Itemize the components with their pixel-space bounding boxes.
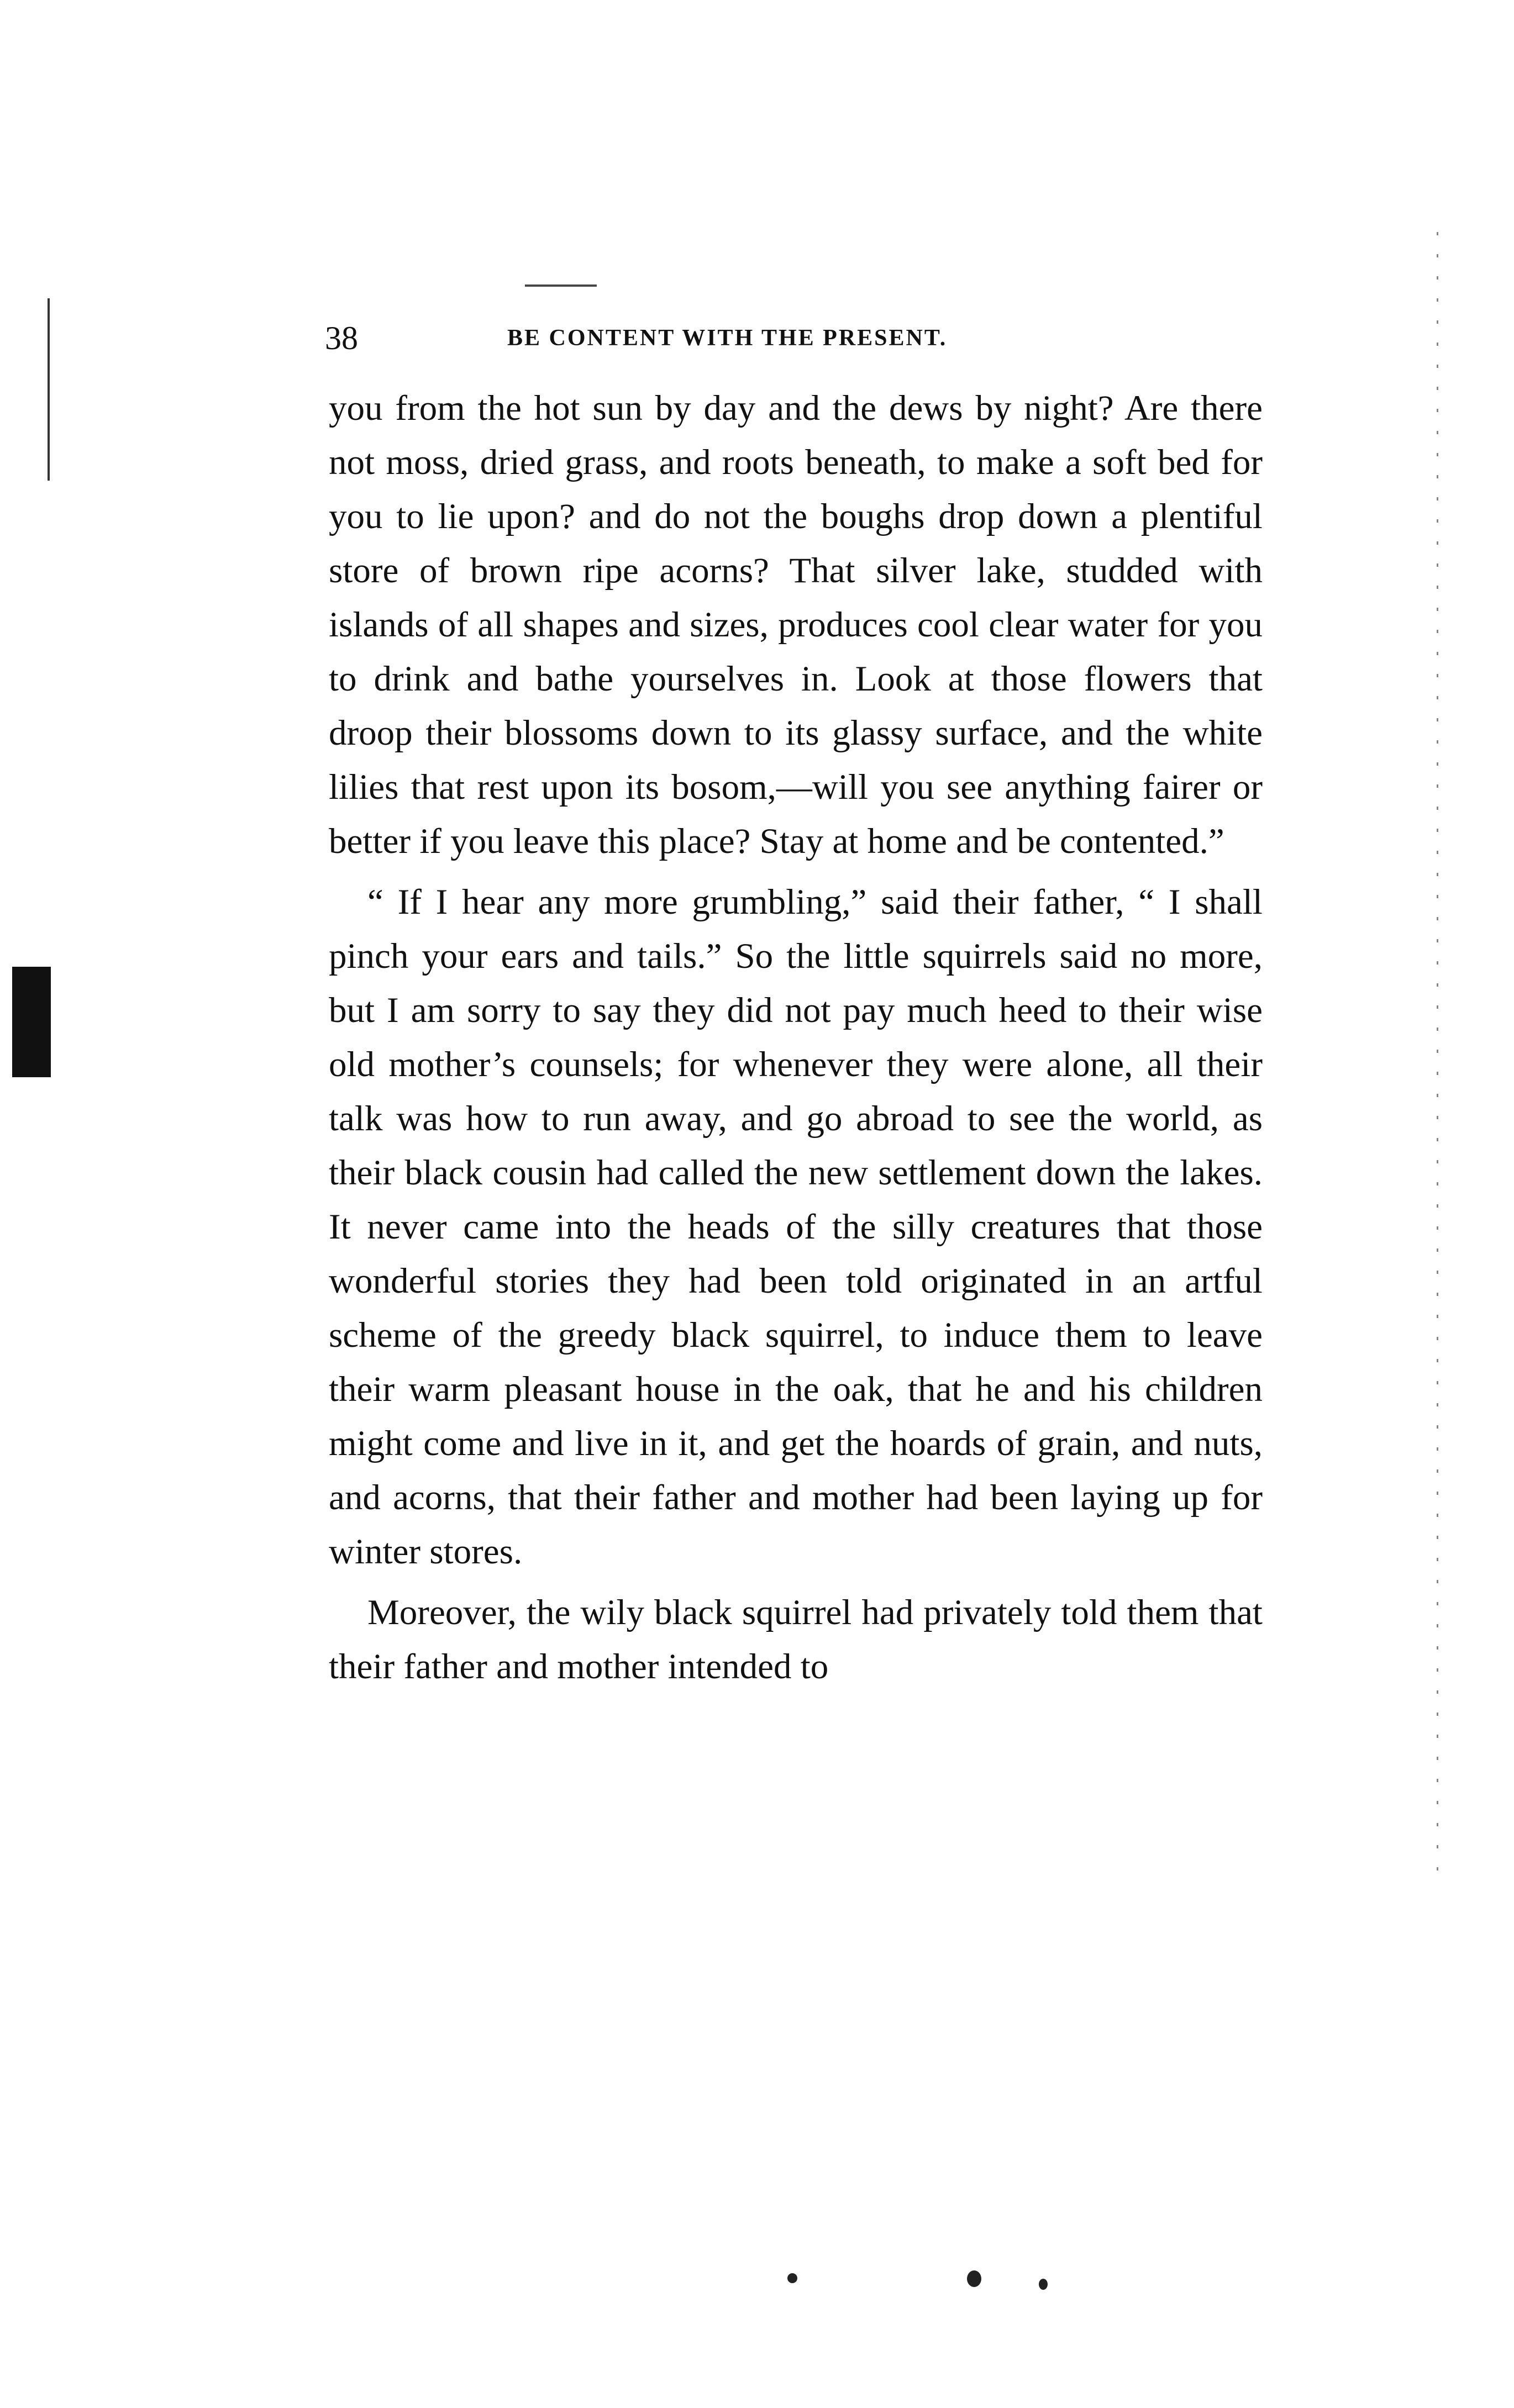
ink-spot xyxy=(967,2270,981,2287)
scan-edge-mark xyxy=(12,967,51,1077)
paragraph: you from the hot sun by day and the dews by night? Are there not moss, dried grass, and roots beneath, to make a soft bed for you to lie upon? and do not the boughs drop down a plentiful store of brown ripe acorns? That silver lake, studded with islands of all shapes and sizes, produces cool clear water for you to drink and bathe yourselves in. Look at those flowers that droop their blossoms down to its glassy surface, and the white lilies that rest upon its bosom,—will you see anything fairer or better if you leave this place? Stay at home and be contented.” xyxy=(329,388,1263,861)
page-number: 38 xyxy=(325,320,358,356)
running-title: BE CONTENT WITH THE PRESENT. xyxy=(507,325,948,351)
paragraph: Moreover, the wily black squirrel had privately told them that their father and mother intended to xyxy=(329,1593,1263,1687)
ink-spot xyxy=(787,2273,797,2283)
paragraph: “ If I hear any more grumbling,” said their father, “ I shall pinch your ears and tails.” So the little squirrels said no more, but I am sorry to say they did not pay much heed to their wise old mother’s counsels; for whenever they were alone, all their talk was how to run away, and go abroad to see the world, as their black cousin had called the new settlement down the lakes. It never came into the heads of the silly creatures that those wonderful stories they had been told originated in an artful scheme of the greedy black squirrel, to induce them to leave their warm pleasant house in the oak, that he and his children might come and live in it, and get the hoards of grain, and nuts, and acorns, that their father and mother had been laying up for winter stores. xyxy=(329,882,1263,1572)
body-text xyxy=(329,381,1263,1694)
top-rule xyxy=(525,284,597,287)
ink-spot xyxy=(1039,2279,1048,2290)
scan-right-edge xyxy=(1437,232,1438,1889)
scan-edge-line xyxy=(48,298,50,481)
page-header xyxy=(325,319,1264,363)
